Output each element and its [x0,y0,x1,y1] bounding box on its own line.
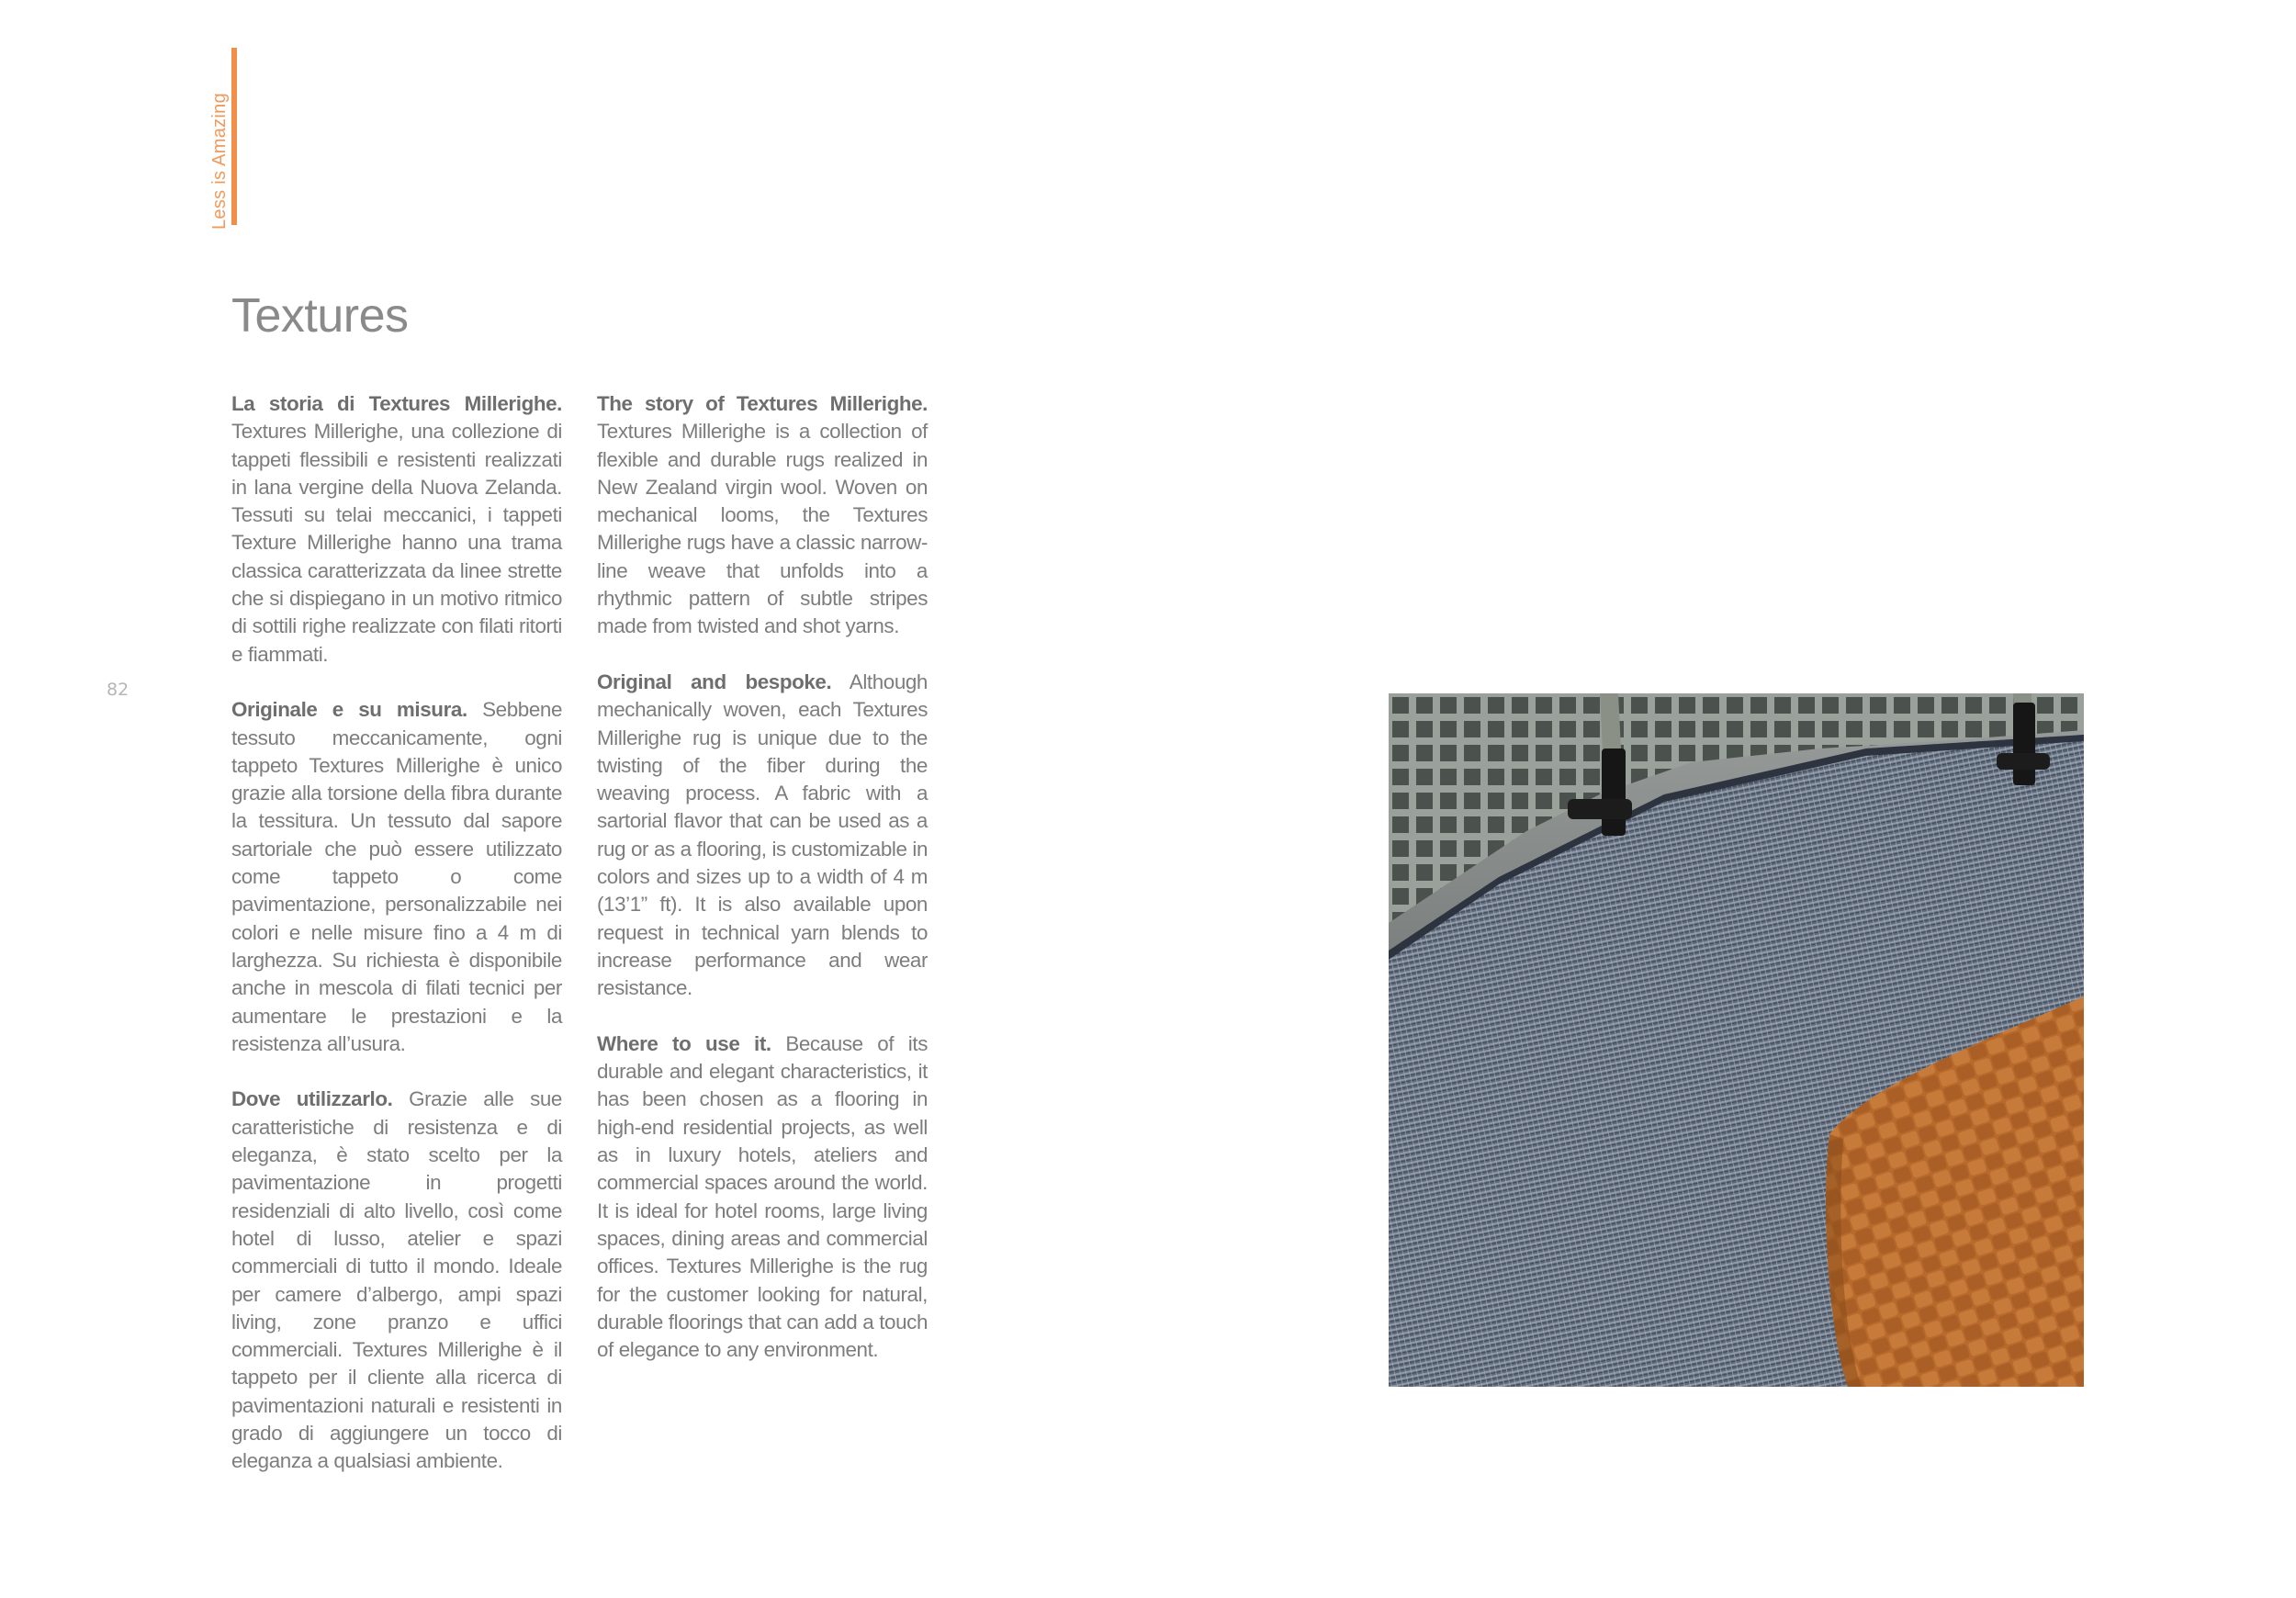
paragraph-body: Textures Millerighe, una collezione di tappeti flessibili e resistenti realizzati in lana vergine della Nuova Zelanda. Tessuti su telai meccanici, i tappeti Texture Millerighe hanno una trama classica caratterizzata da linee strette che si dispiegano in un motivo ritmico di sottili righe realizzate con filati ritorti e fiammati. [231,420,562,666]
accent-bar [231,48,237,225]
paragraph-lead: The story of Textures Millerighe. [597,392,928,415]
paragraph-lead: La storia di Textures Millerighe. [231,392,562,415]
paragraph-body: Grazie alle sue caratteristiche di resistenza e di eleganza, è stato scelto per la pavimentazione in progetti residenziali di alto livello, così come hotel di lusso, atelier e spazi commerciali di tutto il mondo. Ideale per camere d’albergo, ampi spazi living, zone pranzo e uffici commerciali. Textures Millerighe è il tappeto per il cliente alla ricerca di pavimentazioni naturali e resistenti in grado di aggiungere un tocco di eleganza a qualsiasi ambiente. [231,1087,562,1473]
paragraph-bespoke-it [231,696,562,1058]
rug-photo-illustration [1389,693,2084,1387]
paragraph-lead: Originale e su misura. [231,698,467,722]
page-title: Textures [231,289,409,343]
paragraph-lead: Dove utilizzarlo. [231,1087,393,1111]
italian-text-column [231,390,562,1503]
paragraph-body: Sebbene tessuto meccanicamente, ogni tappeto Textures Millerighe è unico grazie alla torsione della fibra durante la tessitura. Un tessuto dal sapore sartoriale che può essere utilizzato come tappeto o come pavimentazione, personalizzabile nei colori e nelle misure fino a 4 m di larghezza. Su richiesta è disponibile anche in mescola di filati tecnici per aumentare le prestazioni e la resistenza all’usura. [231,698,562,1055]
paragraph-where-it [231,1086,562,1475]
paragraph-body: Textures Millerighe is a collection of flexible and durable rugs realized in New Zealand virgin wool. Woven on mechanical looms, the Textures Millerighe rugs have a classic narrow-line weave that unfolds into a rhythmic pattern of subtle stripes made from twisted and shot yarns. [597,420,928,638]
page-number: 82 [107,680,129,700]
paragraph-lead: Original and bespoke. [597,670,832,693]
paragraph-history-it [231,390,562,669]
paragraph-body: Although mechanically woven, each Textures Millerighe rug is unique due to the twisting of the fiber during the weaving process. A fabric with a sartorial flavor that can be used as a rug or as a flooring, is customizable in colors and sizes up to a width of 4 m (13’1” ft). It is also available upon request in technical yarn blends to increase performance and wear resistance. [597,670,928,1000]
paragraph-history-en [597,390,928,641]
paragraph-body: Because of its durable and elegant characteristics, it has been chosen as a flooring in high-end residential projects, as well as in luxury hotels, ateliers and commercial spaces around the world. It is ideal for hotel rooms, large living spaces, dining areas and commercial offices. Textures Millerighe is the rug for the customer looking for natural, durable floorings that can add a touch of elegance to any environment. [597,1031,928,1362]
paragraph-lead: Where to use it. [597,1031,771,1055]
paragraph-where-en [597,1030,928,1365]
product-photo [1389,693,2084,1387]
paragraph-bespoke-en [597,669,928,1003]
running-header: Less is Amazing [209,92,230,230]
english-text-column [597,390,928,1392]
